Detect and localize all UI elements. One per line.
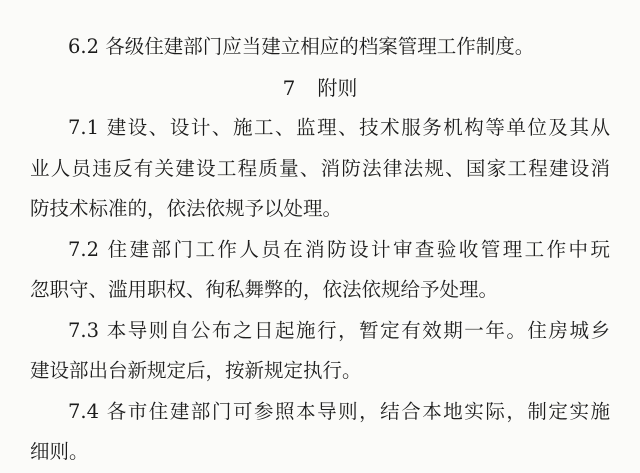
paragraph-7-4-line-1: 7.4 各市住建部门可参照本导则，结合本地实际，制定实施 [68, 399, 610, 423]
section-heading-number: 7 [282, 75, 296, 100]
paragraph-7-4-line-2: 细则。 [30, 440, 89, 463]
paragraph-7-2-line-1: 7.2 住建部门工作人员在消防设计审查验收管理工作中玩 [68, 237, 610, 261]
paragraph-7-2-line-2: 忽职守、滥用职权、徇私舞弊的，依法依规给予处理。 [30, 278, 499, 301]
paragraph-7-3-line-1: 7.3 本导则自公布之日起施行，暂定有效期一年。住房城乡 [68, 318, 610, 342]
paragraph-7-3-line-2: 建设部出台新规定后，按新规定执行。 [30, 359, 362, 382]
paragraph-7-1-line-3: 防技术标准的，依法依规予以处理。 [30, 197, 343, 220]
section-heading-title: 附则 [317, 75, 358, 100]
paragraph-7-1-line-1: 7.1 建设、设计、施工、监理、技术服务机构等单位及其从 [68, 116, 610, 139]
section-heading [30, 68, 610, 109]
paragraph-6-2: 6.2 各级住建部门应当建立相应的档案管理工作制度。 [68, 35, 535, 58]
paragraph-7-1-line-2: 业人员违反有关建设工程质量、消防法律法规、国家工程建设消 [30, 156, 610, 180]
